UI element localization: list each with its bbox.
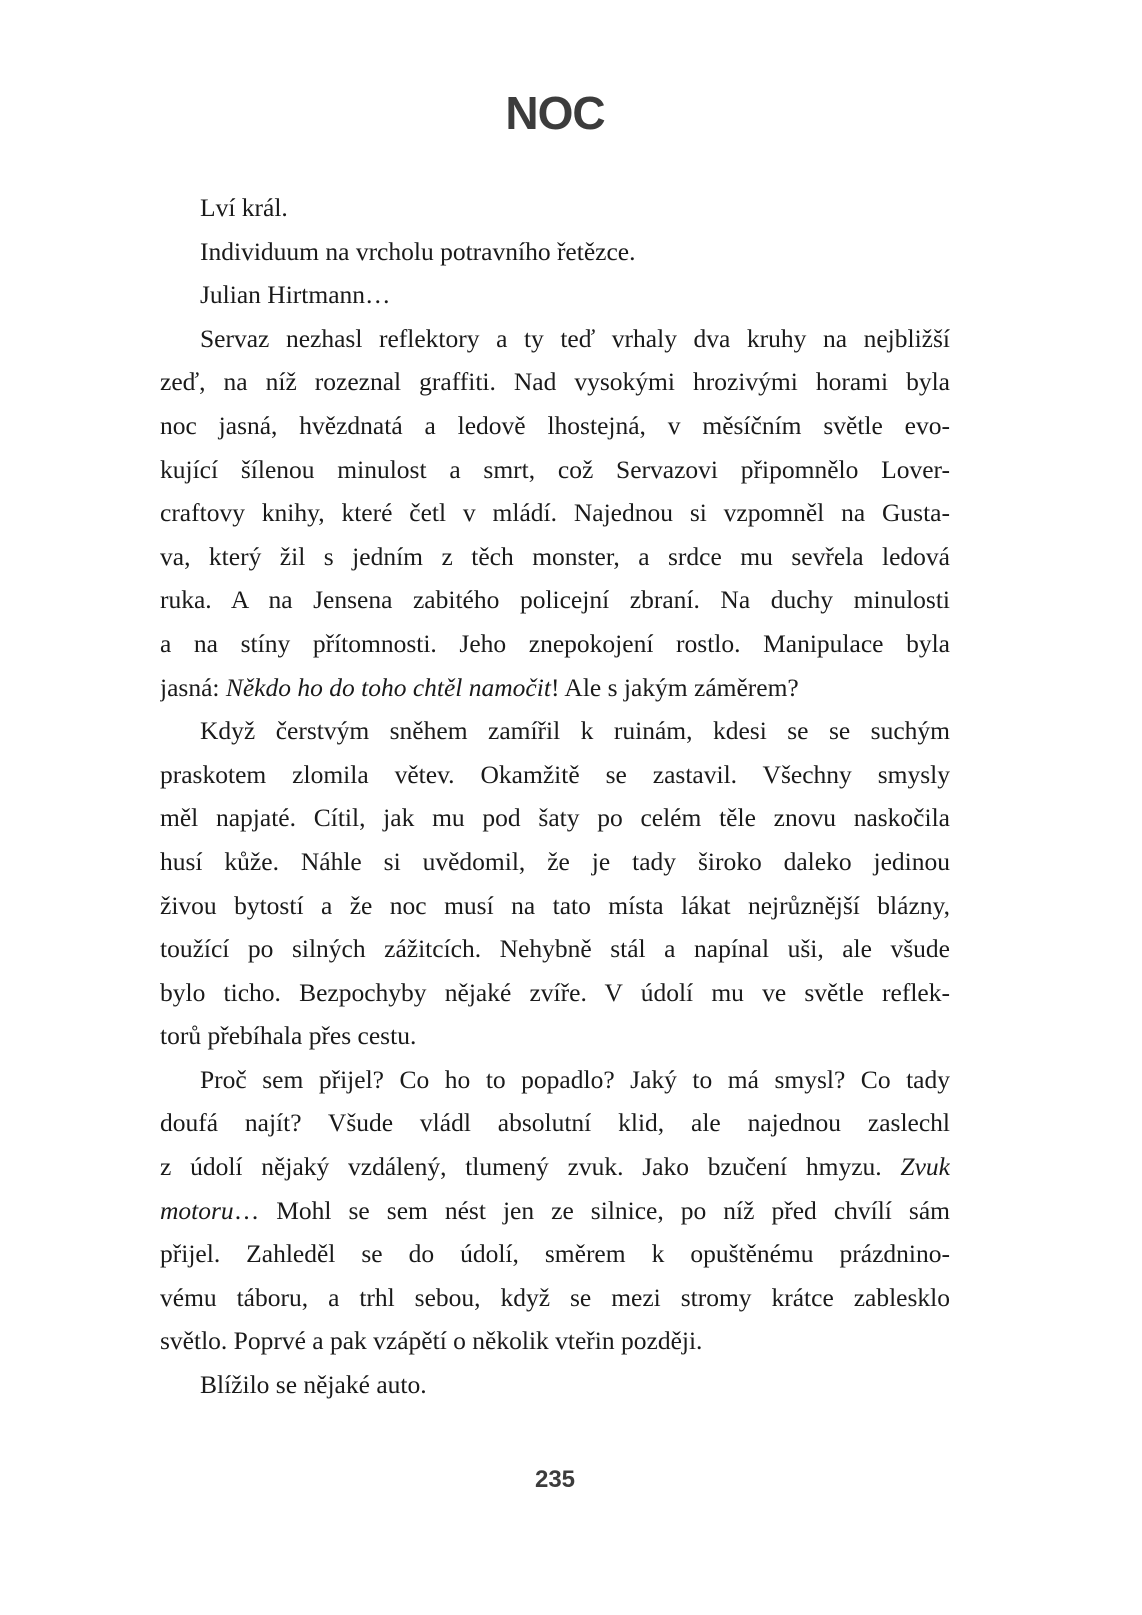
paragraph	[160, 230, 950, 274]
text-segment: ! Ale s jakým záměrem?	[550, 672, 799, 702]
text-line	[160, 884, 950, 928]
text-segment: z údolí nějaký vzdálený, tlumený zvuk. Jako bzučení hmyzu.	[160, 1152, 901, 1182]
text-segment: Když čerstvým sněhem zamířil k ruinám, kdesi se se suchým	[200, 716, 950, 746]
text-line	[160, 1189, 950, 1233]
page-number: 235	[534, 1466, 576, 1493]
text-segment: Servaz nezhasl reflektory a ty teď vrhaly dva kruhy na nejbližší	[200, 323, 950, 353]
text-line	[160, 1363, 950, 1407]
text-line	[160, 1058, 950, 1102]
text-segment: doufá najít? Všude vládl absolutní klid, ale najednou zaslechl	[160, 1108, 950, 1138]
italic-text: Někdo ho do toho chtěl namočit	[225, 672, 551, 702]
text-line	[160, 1145, 950, 1189]
text-segment: světlo. Poprvé a pak vzápětí o několik vteřin později.	[160, 1326, 703, 1356]
text-segment: bylo ticho. Bezpochyby nějaké zvíře. V údolí mu ve světle reflek-	[160, 977, 950, 1007]
text-line	[160, 1276, 950, 1320]
paragraph	[160, 709, 950, 1058]
text-segment: zeď, na níž rozeznal graffiti. Nad vysokými hrozivými horami byla	[160, 367, 950, 397]
text-segment: Lví král.	[200, 193, 288, 222]
text-segment: přijel. Zahleděl se do údolí, směrem k opuštěnému prázdnino-	[160, 1239, 950, 1269]
text-segment: husí kůže. Náhle si uvědomil, že je tady široko daleko jedinou	[160, 846, 950, 876]
paragraph	[160, 317, 950, 709]
text-line	[160, 1101, 950, 1145]
text-line	[160, 666, 950, 710]
text-line	[160, 578, 950, 622]
text-line	[160, 273, 950, 317]
text-segment: … Mohl se sem nést jen ze silnice, po níž před chvílí sám	[233, 1195, 950, 1225]
text-line	[160, 448, 950, 492]
paragraph	[160, 1058, 950, 1363]
text-line	[160, 927, 950, 971]
text-segment: va, který žil s jedním z těch monster, a srdce mu sevřela ledová	[160, 541, 950, 571]
italic-text: motoru	[160, 1195, 234, 1225]
text-line	[160, 360, 950, 404]
text-line	[160, 1014, 950, 1058]
text-segment: jasná:	[160, 672, 226, 702]
text-segment: Individuum na vrcholu potravního řetězce.	[200, 236, 636, 266]
chapter-title: NOC	[505, 87, 605, 139]
text-line	[160, 796, 950, 840]
text-line	[160, 971, 950, 1015]
paragraph	[160, 273, 950, 317]
text-segment: noc jasná, hvězdnatá a ledově lhostejná, v měsíčním světle evo-	[160, 410, 950, 440]
text-segment: craftovy knihy, které četl v mládí. Najednou si vzpomněl na Gusta-	[160, 498, 950, 528]
paragraph	[160, 1363, 950, 1407]
text-segment: praskotem zlomila větev. Okamžitě se zastavil. Všechny smysly	[160, 759, 950, 789]
italic-text: Zvuk	[900, 1152, 950, 1182]
text-line	[160, 404, 950, 448]
text-line	[160, 186, 950, 230]
text-segment: vému táboru, a trhl sebou, když se mezi stromy krátce zablesklo	[160, 1282, 950, 1312]
text-line	[160, 1319, 950, 1363]
text-line	[160, 753, 950, 797]
text-segment: Julian Hirtmann…	[200, 280, 391, 310]
chapter-body-text	[160, 186, 950, 1407]
text-segment: Blížilo se nějaké auto.	[200, 1370, 427, 1400]
text-line	[160, 491, 950, 535]
paragraph	[160, 186, 950, 230]
text-segment: měl napjaté. Cítil, jak mu pod šaty po celém těle znovu naskočila	[160, 803, 950, 833]
text-line	[160, 535, 950, 579]
text-line	[160, 622, 950, 666]
text-segment: kující šílenou minulost a smrt, což Servazovi připomnělo Lover-	[160, 454, 950, 484]
text-line	[160, 317, 950, 361]
text-segment: živou bytostí a že noc musí na tato místa lákat nejrůznější blázny,	[160, 890, 950, 920]
text-segment: ruka. A na Jensena zabitého policejní zbraní. Na duchy minulosti	[160, 585, 950, 615]
text-segment: toužící po silných zážitcích. Nehybně stál a napínal uši, ale všude	[160, 934, 950, 964]
text-segment: torů přebíhala přes cestu.	[160, 1021, 417, 1051]
text-line	[160, 1232, 950, 1276]
text-line	[160, 709, 950, 753]
text-line	[160, 840, 950, 884]
text-segment: a na stíny přítomnosti. Jeho znepokojení rostlo. Manipulace byla	[160, 628, 950, 658]
text-line	[160, 230, 950, 274]
text-segment: Proč sem přijel? Co ho to popadlo? Jaký to má smysl? Co tady	[200, 1064, 950, 1094]
